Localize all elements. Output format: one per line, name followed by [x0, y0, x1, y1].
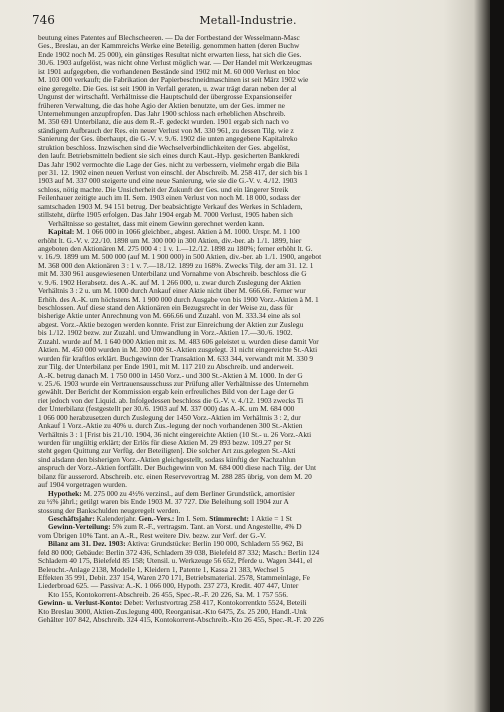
text-line: vom Übrigen 10% Tant. an A.-R., Rest weitere Div. bezw. zur Verf. der G.-V.: [38, 531, 266, 540]
text-line: Kto Breslau 3000, Aktien-Zus.legung 400, Reorganisat.-Kto 6475, Zs. 25 200, Handl.-Unk: [38, 607, 307, 616]
text-line: Kapital: M. 1 066 000 in 1066 gleichber., abgest. Aktien à M. 1000. Urspr. M. 1 100: [48, 228, 300, 237]
text-line: früheren Verwaltung, die das hohe Agio der Aktien benutzte, um der Ges. immer ne: [38, 101, 285, 110]
text-line: Beleucht.-Anlage 2138, Modelle 1, Kleidern 1, Patente 1, Kassa 21 383, Wechsel 5: [38, 565, 284, 574]
text-line: Bilanz am 31. Dez. 1903: Aktiva: Grundstücke: Berlin 190 000, Schladern 55 962, Bi: [48, 540, 304, 549]
text-line: Gehälter 107 842, Abschreib. 324 415, Kontokorrent-Abschreib.-Kto 26 455, Spec.-R.-F. 20 226: [38, 616, 324, 625]
page-header: [32, 10, 464, 28]
text-line: Ende 1902 noch M. 25 000), ein günstiges Resultat nicht erwarten liess, hat sich die Ges.: [38, 50, 302, 59]
text-line: zu ½% jährl.; getilgt waren bis Ende 1903 M. 37 727. Die Beleihung soll 1904 zur A: [38, 498, 289, 507]
text-line: Gewinn- u. Verlust-Konto: Debet: Verlustvortrag 258 417, Kontokorrentkto 5524, Beteili: [38, 599, 307, 608]
text-line: riet jedoch von der Liquid. ab. Infolgedessen beschloss die G.-V. v. 4./12. 1903 zwecks Ti: [38, 396, 304, 405]
text-line: zur Tilg. der Unterbilanz per Ende 1901, mit M. 117 210 zu Abschreib. und anderweit.: [38, 363, 294, 372]
text-line: M. 103 000 verkauft; die Fabrikation der Papierbeschneidmaschinen ist seit März 1902 wie: [38, 76, 309, 85]
text-line: Effekten 35 991, Debit. 237 154, Waren 270 171, Betriebsmaterial. 2578, Stammeinlage, Fe: [38, 574, 310, 582]
page-edge-shadow: [490, 0, 504, 712]
text-line: Unternehmungen anzupfropfen. Das Jahr 1900 schloss nach erheblichen Abschreib.: [38, 109, 286, 118]
text-line: Schladern 40 175, Bielefeld 85 158; Utensil. u. Werkzeuge 56 652, Pferde u. Wagen 3441, el: [38, 557, 313, 566]
text-line: erhöht lt. G.-V. v. 22./10. 1898 um M. 300 000 in 300 Aktien, div.-ber. ab 1./1. 1899, hier: [38, 236, 302, 245]
text-line: 1 066 000 herabzusetzen durch Zuslegung der 1450 Vorz.-Aktien im Verhältnis 3 : 2, dur: [38, 413, 301, 422]
text-line: eine geregelte. Die Ges. ist seit 1900 in Verfall geraten, u. zwar trägt daran neben der al: [38, 84, 297, 93]
text-line: ständigem Aufbrauch der Res. ein neuer Verlust von M. 330 961, zu dessen Tilg. wie z: [38, 126, 294, 135]
text-line: bisherige Aktie unter Anrechnung von M. 666.66 und Zuzahl. von M. 333.34 eine als sol: [38, 312, 301, 321]
text-line: den laufr. Betriebsmitteln bedient sie sich eines durch Kaut.-Hyp. gesicherten Bankkredi: [38, 152, 300, 161]
text-line: anspruch der Vorz.-Aktien fortfällt. Der Buchgewinn von M. 684 000 diese nach Tilg. der Unt: [38, 464, 317, 473]
text-line: struktion beschloss. Inzwischen sind die Wechselverbindlichkeiten der Ges. abgelöst,: [38, 143, 290, 152]
text-line: v. 25./6. 1903 wurde ein Vertrauensausschuss zur Prüfung aller Verhältnisse des Unternehm: [38, 379, 309, 388]
text-line: beutung eines Patentes auf Blechscheeren. — Da der Fortbestand der Wesselmann-Masc: [38, 34, 300, 42]
text-line: Ankauf 1 Vorz.-Aktie zu 40% u. durch Zus.-legung der noch vorhandenen 300 St.-Aktien: [38, 422, 303, 431]
text-line: bis 1./12. 1902 bezw. zur Zuzahl. und Umwandlung in Vorz.-Aktien 17.—30./6. 1902.: [38, 329, 293, 338]
text-line: Feilenhauer zeitigte auch im II. Sem. 1903 einen Verlust von noch M. 18 000, sodass der: [38, 194, 301, 203]
text-line: auf 1904 vorgetragen wurden.: [38, 481, 127, 490]
text-line: steht gegen Quittung zur Verfüg. der Beteiligten]. Die solcher Art zus.gelegten St.-Akti: [38, 447, 296, 456]
text-line: bilanz für ausserord. Abschreib. etc. einen Reservevortrag M. 288 285 übrig, von dem M. 20: [38, 472, 312, 481]
running-title: Metall-Industrie.: [199, 14, 297, 27]
page-number: 746: [32, 13, 55, 27]
text-line: mit M. 330 961 ausgewiesenen Unterbilanz und Vornahme von Abschreib. beschloss die G: [38, 270, 307, 279]
text-line: beschlossen. Auf diese stand den Aktionären ein Bezugsrecht in der Weise zu, dass für: [38, 304, 294, 312]
text-line: Hypothek: M. 275 000 zu 4½% verzinsl., auf dem Berliner Grundstück, amortisier: [48, 489, 295, 498]
text-line: schloss, nötig machte. Die Unsicherheit der Zukunft der Ges. und ein längerer Streik: [38, 185, 289, 194]
text-line: 1903 auf M. 337 000 steigerte und eine neue Sanierung, wie sie die G.-V. v. 4./12. 1903: [38, 177, 298, 186]
text-line: M. 368 000 den Aktionären 3 : 1 v. 7.—18./12. 1899 zu 168%. Zwecks Tilg. der am 31. 12. 1: [38, 261, 314, 270]
text-line: ist 1901 aufgegeben, die vorhandenen Bestände sind 1902 mit M. 60 000 Verlust en bloc: [38, 67, 301, 76]
text-line: v. 9./6. 1902 Herabsetz. des A.-K. auf M. 1 266 000, u. zwar durch Zuslegung der Aktien: [38, 278, 301, 287]
text-line: wurden für kraftlos erklärt. Buchgewinn der Transaktion M. 633 344, verwandt mit M. 330 9: [38, 354, 314, 363]
text-line: abgest. Vorz.-Aktie bezogen werden konnte. Frist zur Einreichung der Aktien zur Zuslegu: [38, 320, 304, 329]
text-line: stillsteht, dürfte 1905 erfolgen. Das Jahr 1904 ergab M. 7000 Verlust, 1905 haben sich: [38, 211, 293, 220]
text-line: stossung der Bankschulden neugeregelt werden.: [38, 506, 181, 515]
text-line: Ungunst der wirtschaftl. Verhältnisse die Hauptschuld der übergrosse Expansionseifer: [38, 93, 293, 102]
text-line: Zuzahl. wurde auf M. 1 640 000 Aktien mit zs. M. 483 606 geleistet u. wurden diese damit Vor: [38, 337, 319, 346]
text-line: Sanierung der Ges. überhaupt, die G.-V. v. 9./6. 1902 die unten angegebene Kapitalreko: [38, 135, 298, 144]
text-line: Erhöh. des A.-K. um höchstens M. 1 900 000 durch Ausgabe von bis 1900 Vorz.-Aktien à M. 1: [38, 295, 319, 304]
text-line: wurden für ungültig erklärt; der Erlös für diese Aktien M. 29 893 bezw. 109.27 per St: [38, 439, 291, 447]
text-line: Verhältnisse so gestaltet, dass mit einem Gewinn gerechnet werden kann.: [48, 219, 265, 228]
text-line: v. 16./9. 1899 um M. 500 000 (auf M. 1 900 000) in 500 Aktien, div.-ber. ab 1./1. 1900, angebot: [38, 253, 322, 262]
text-line: angeboten den Aktionären M. 275 000 4 : 1 v. 1.—12./12. 1898 zu 180%; ferner erhöht lt. G.: [38, 244, 313, 253]
text-line: samtschaden 1903 M. 94 151 betrug. Der beabsichtigte Verkauf des Werkes in Schladern,: [38, 202, 303, 211]
text-line: Kto 155, Kontokorrent-Abschreib. 26 455, Spec.-R.-F. 20 226, Sa. M. 1 757 556.: [48, 590, 288, 599]
text-line: Geschäftsjahr: Kalenderjahr. Gen.-Vers.: Im I. Sem. Stimmrecht: 1 Aktie = 1 St: [48, 514, 292, 523]
text-line: feld 80 000; Gebäude: Berlin 372 436, Schladern 39 038, Bielefeld 87 332; Masch.: Berlin 124: [38, 548, 320, 557]
text-line: M. 350 691 Unterbilanz, die aus dem R.-F. gedeckt wurden. 1901 ergab sich nach vo: [38, 118, 289, 127]
text-line: Ges., Breslau, an der Kammreichs Werke eine Beteilig. genommen hatten (deren Buchw: [38, 42, 300, 51]
article-body: [38, 34, 490, 625]
text-line: Liederbroad 625. — Passiva: A.-K. 1 066 000, Hypoth. 237 273, Kredit. 407 447, Unter: [38, 582, 299, 591]
text-line: Verhältnis 3 : 2 u. um M. 1000 durch Ankauf einer Aktie nicht über M. 666.66. Ferner wur: [38, 287, 306, 296]
text-line: Das Jahr 1902 vermochte die Lage der Ges. nicht zu verbessern, vielmehr ergab die Bila: [38, 160, 300, 169]
text-line: Verhältnis 3 : 1 [Frist bis 21./10. 1904, 36 nicht eingereichte Aktien (10 St.- u. 26 Vorz.-Akti: [38, 430, 312, 439]
text-line: sind alsdann den bisherigen Vorz.-Aktien gleichgestellt, sodass künftig der Nachzahlun: [38, 455, 296, 464]
text-line: A.-K. betrug danach M. 1 750 000 in 1450 Vorz.- und 300 St.-Aktien à M. 1000. In der G: [38, 371, 303, 380]
text-line: Aktien. M. 450 000 wurden in M. 300 000 St.-Aktien zusgelegt. 31 nicht eingereichte St.-Akti: [38, 346, 318, 355]
text-line: Gewinn-Verteilung: 5% zum R.-F., vertragsm. Tant. an Vorst. und Angestellte, 4% D: [48, 523, 302, 532]
text-line: der Unterbilanz (festgestellt per 30./6. 1903 auf M. 337 000) das A.-K. um M. 684 000: [38, 405, 295, 414]
text-line: per 31. 12. 1902 einen neuen Verlust von einschl. der Abschreib. M. 258 417, der sich bis 1: [38, 169, 308, 177]
text-line: gewählt. Der Bericht der Kommission ergab kein erfreuliches Bild von der Lage der G: [38, 388, 294, 397]
text-line: 30./6. 1903 aufgelöst, was nicht ohne Verlust möglich war. — Der Handel mit Werkzeugmas: [38, 59, 312, 68]
